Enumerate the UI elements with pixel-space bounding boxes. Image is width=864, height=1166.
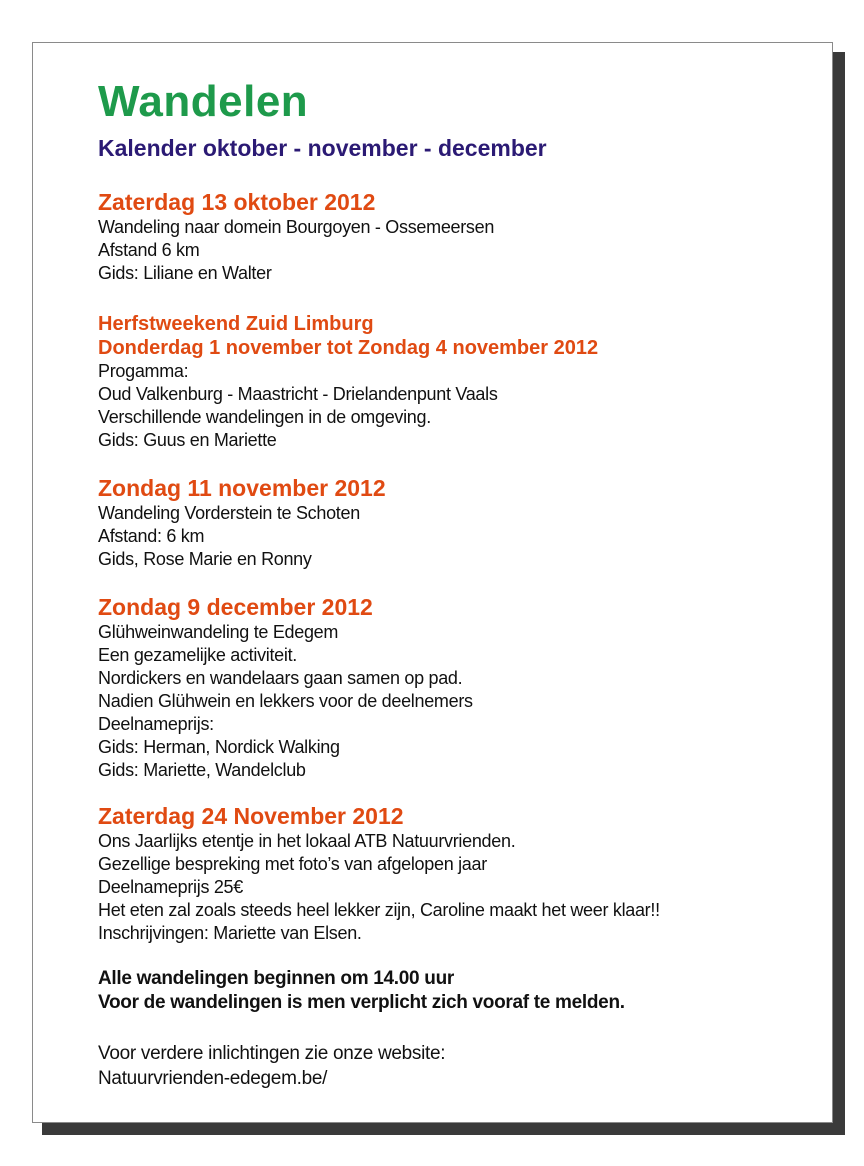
event-details <box>98 360 598 452</box>
event-heading: Zondag 11 november 2012 <box>98 475 386 501</box>
event-line: Nadien Glühwein en lekkers voor de deelnemers <box>98 691 473 711</box>
event-line: Wandeling Vorderstein te Schoten <box>98 503 360 523</box>
event-line: Verschillende wandelingen in de omgeving. <box>98 407 431 427</box>
event-5 <box>98 803 660 945</box>
event-line: Inschrijvingen: Mariette van Elsen. <box>98 923 362 943</box>
event-line: Het eten zal zoals steeds heel lekker zijn, Caroline maakt het weer klaar!! <box>98 900 660 920</box>
event-line: Gids, Rose Marie en Ronny <box>98 549 312 569</box>
event-line: Gids: Liliane en Walter <box>98 263 272 283</box>
event-details <box>98 216 494 285</box>
event-line: Gezellige bespreking met foto’s van afgelopen jaar <box>98 854 487 874</box>
website-info <box>98 1041 445 1091</box>
event-line: Gids: Mariette, Wandelclub <box>98 760 306 780</box>
start-time-notice <box>98 967 625 1015</box>
event-heading: Zaterdag 13 oktober 2012 <box>98 189 376 215</box>
event-3 <box>98 475 386 571</box>
event-line: Deelnameprijs 25€ <box>98 877 243 897</box>
event-details <box>98 621 473 782</box>
page-title: Wandelen <box>98 77 309 126</box>
event-line: Wandeling naar domein Bourgoyen - Ossemeersen <box>98 217 495 237</box>
info-text: Voor verdere inlichtingen zie onze website: <box>98 1043 446 1064</box>
event-2 <box>98 312 598 452</box>
event-1 <box>98 189 494 285</box>
event-line: Oud Valkenburg - Maastricht - Drielandenpunt Vaals <box>98 384 498 404</box>
event-line: Afstand 6 km <box>98 240 200 260</box>
event-line: Ons Jaarlijks etentje in het lokaal ATB Natuurvrienden. <box>98 831 516 851</box>
event-line: Gids: Guus en Mariette <box>98 430 277 450</box>
event-heading: Zondag 9 december 2012 <box>98 594 373 620</box>
event-line: Gids: Herman, Nordick Walking <box>98 737 340 757</box>
event-line: Afstand: 6 km <box>98 526 205 546</box>
event-details <box>98 830 660 945</box>
event-line: Nordickers en wandelaars gaan samen op pad. <box>98 668 463 688</box>
event-date-range: Donderdag 1 november tot Zondag 4 november 2012 <box>98 337 599 359</box>
notice-line: Alle wandelingen beginnen om 14.00 uur <box>98 968 455 989</box>
event-line: Een gezamelijke activiteit. <box>98 645 297 665</box>
event-line: Progamma: <box>98 361 189 381</box>
notice-line: Voor de wandelingen is men verplicht zich vooraf te melden. <box>98 992 625 1013</box>
website-link[interactable]: Natuurvrienden-edegem.be/ <box>98 1068 328 1089</box>
event-details <box>98 502 386 571</box>
event-line: Glühweinwandeling te Edegem <box>98 622 339 642</box>
event-heading: Herfstweekend Zuid Limburg <box>98 313 374 335</box>
flyer-page <box>32 42 833 1123</box>
event-line: Deelnameprijs: <box>98 714 214 734</box>
event-heading: Zaterdag 24 November 2012 <box>98 803 404 829</box>
calendar-subtitle: Kalender oktober - november - december <box>98 135 547 161</box>
event-4 <box>98 594 473 782</box>
